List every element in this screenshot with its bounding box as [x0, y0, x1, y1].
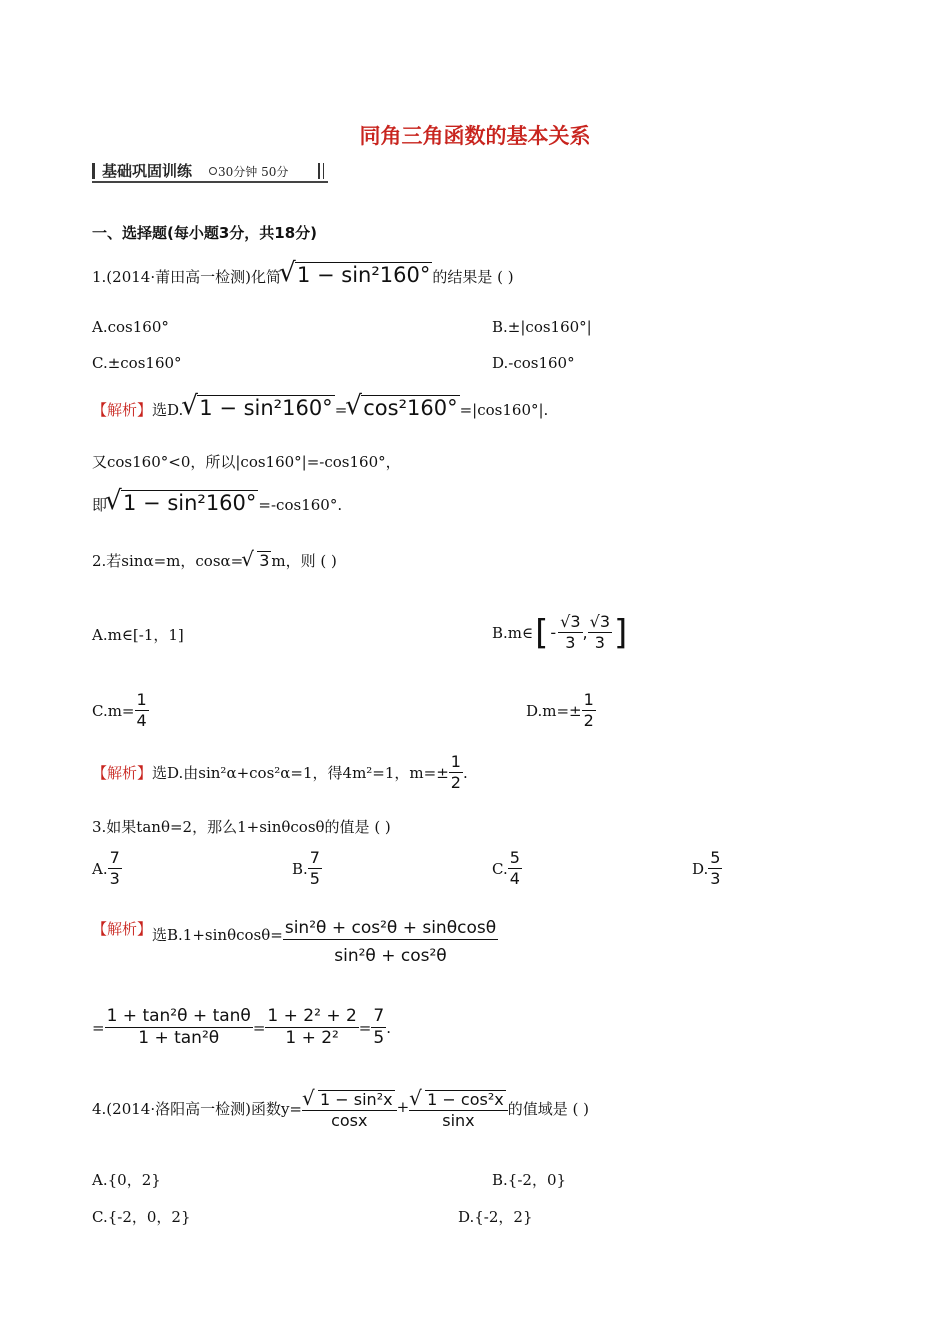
left-bracket: [ — [535, 612, 549, 653]
q2-solution: 【解析】 选D.由sin²α+cos²α=1，得4m²=1，m=± $\frac{1}{2}$ . — [92, 752, 468, 792]
q4-option-b: B.{-2，0} — [492, 1171, 567, 1189]
q4-frac-1: √ $\frac{\text{1 − sin²x}}{\cos x}$ — [302, 1090, 397, 1131]
q1-radical: √ 1 − sin²160° — [281, 262, 432, 287]
q1-stem — [92, 262, 514, 287]
banner-underline — [92, 181, 328, 183]
q4-option-d: D.{-2，2} — [458, 1208, 533, 1226]
q1-solution-line2: 又cos160°<0，所以|cos160°|=-cos160°， — [92, 453, 401, 471]
q2-option-a: A.m∈[-1，1] — [92, 626, 184, 644]
q3-solution-line1: 【解析】 选B.1+sinθcosθ= $\frac{\text{sin²θ + cos²θ + sinθcosθ}}{\text{sin²θ + cos²θ}}$ — [92, 918, 497, 967]
q2-b-frac-1: $\frac{√3}{3}$ — [560, 612, 581, 652]
q4-frac-2: √ $\frac{\text{1 − cos²x}}{\sin x}$ — [409, 1090, 508, 1131]
clock-icon — [209, 167, 217, 175]
q2-c-frac: $\frac{1}{4}$ — [136, 690, 147, 730]
q1-solution-line3: 即√ 1 − sin²160° =-cos160°. — [92, 490, 342, 515]
q2-option-d: D.m=± $\frac{1}{2}$ — [526, 690, 594, 730]
q2-b-frac-2: $\frac{√3}{3}$ — [589, 612, 611, 652]
banner-bar — [92, 163, 95, 179]
q1-option-b: B.±|cos160°| — [492, 318, 592, 336]
q1-stem-tail: 的结果是 ( ) — [432, 268, 514, 286]
page-title: 同角三角函数的基本关系 — [359, 124, 591, 148]
q3-solution-line2: = $\frac{\text{1 + tan²θ + tanθ}}{\text{1 + tan²θ}}$ = $\frac{\text{1 + 2² + 2}}{\text{1 + 2²}}$ = $\frac{7}{5}$ . — [92, 1006, 391, 1049]
q2-stem: 2.若sinα=m，cosα=√ 3 m，则 ( ) — [92, 550, 337, 571]
q3-option-c: C. $\frac{5}{4}$ — [492, 848, 520, 888]
q2-sol-frac: $\frac{1}{2}$ — [450, 752, 461, 792]
right-bracket: ] — [614, 612, 628, 653]
q3-option-a: A. $\frac{7}{3}$ — [92, 848, 120, 888]
q2-d-frac: $\frac{1}{2}$ — [583, 690, 594, 730]
q1-sol-radical-3: √ 1 − sin²160° — [107, 490, 258, 515]
q1-sol-radical-1: √ 1 − sin²160° — [183, 395, 334, 420]
q1-option-c: C.±cos160° — [92, 354, 182, 372]
banner-end-bar-thin — [323, 163, 324, 179]
q3-option-b: B. $\frac{7}{5}$ — [292, 848, 320, 888]
banner-time: 30分钟 50分 — [218, 165, 289, 179]
solution-tag: 【解析】 — [92, 920, 153, 938]
q3-stem: 3.如果tanθ=2，那么1+sinθcosθ的值是 ( ) — [92, 818, 391, 836]
q2-option-b: B.m∈ [ - $\frac{√3}{3}$ , $\frac{√3}{3}$ ] — [492, 612, 628, 653]
solution-tag: 【解析】 — [92, 764, 153, 782]
q4-option-c: C.{-2，0，2} — [92, 1208, 191, 1226]
q1-stem-text: 1.(2014·莆田高一检测)化简 — [92, 268, 281, 286]
q4-option-a: A.{0，2} — [92, 1171, 161, 1189]
section-banner — [92, 160, 328, 182]
q2-radical: √ 3 — [243, 551, 271, 570]
section-heading: 一、选择题(每小题3分，共18分) — [92, 224, 318, 242]
q1-option-a: A.cos160° — [92, 318, 169, 336]
q2-option-c: C.m= $\frac{1}{4}$ — [92, 690, 147, 730]
solution-tag: 【解析】 — [92, 401, 153, 419]
q1-sol-radical-2: √ cos²160° — [347, 395, 459, 420]
q1-option-d: D.-cos160° — [492, 354, 575, 372]
q4-stem: 4.(2014·洛阳高一检测)函数y= √ $\frac{\text{1 − sin²x}}{\cos x}$ + √ $\frac{\text{1 − cos²x}}{\sin x}$ 的值域是 ( ) — [92, 1090, 589, 1131]
q1-solution-line1: 【解析】选D.√ 1 − sin²160° =√ cos²160° =|cos160°|. — [92, 395, 548, 420]
banner-label: 基础巩固训练 — [102, 162, 193, 180]
q3-option-d: D. $\frac{5}{3}$ — [692, 848, 721, 888]
banner-end-bar — [318, 163, 320, 179]
q3-sol-frac: $\frac{\text{sin²θ + cos²θ + sinθcosθ}}{\text{sin²θ + cos²θ}}$ — [284, 918, 497, 967]
